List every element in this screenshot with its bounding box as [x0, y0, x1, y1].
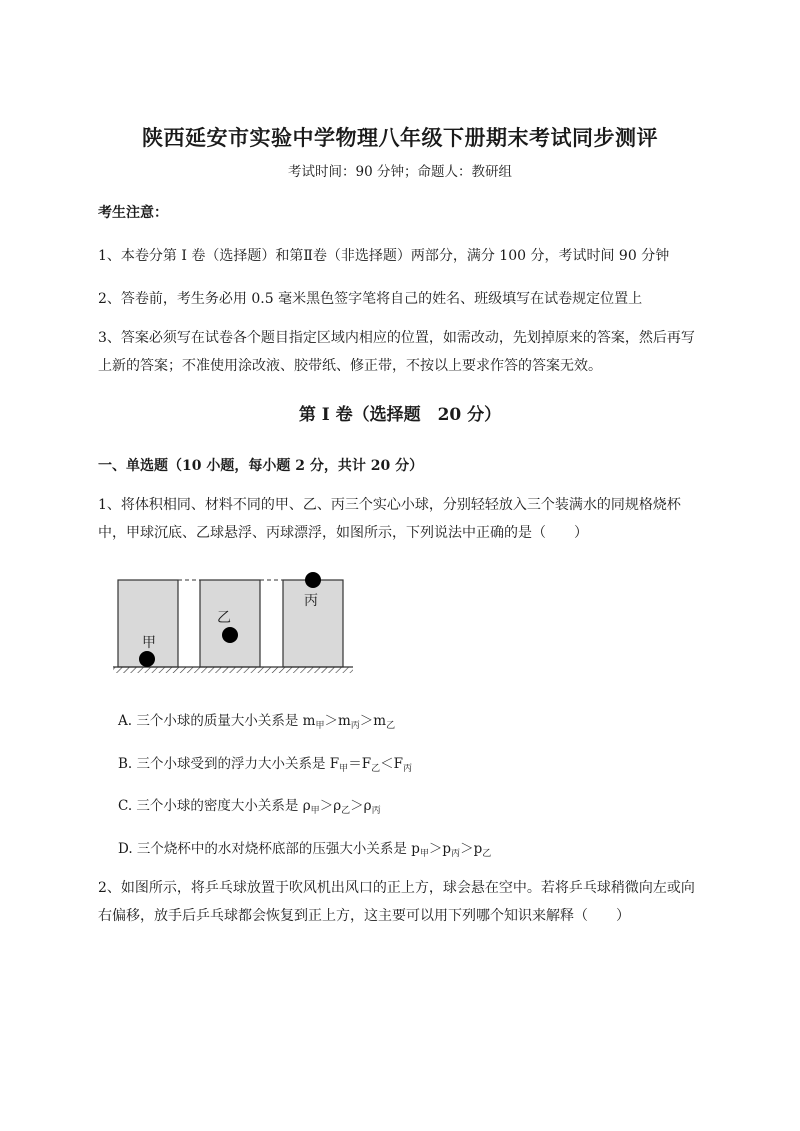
- ball-bing: [305, 572, 321, 588]
- question-1-figure: [113, 570, 353, 682]
- question-1-option-a[interactable]: A. 三个小球的质量大小关系是 $m_甲>m_丙>m_乙$: [118, 713, 396, 731]
- label-jia: 甲: [142, 635, 156, 651]
- exam-info: 考试时间：90 分钟；命题人：教研组: [288, 164, 512, 180]
- ball-jia: [139, 651, 155, 667]
- question-1-option-c[interactable]: C. 三个小球的密度大小关系是 $\rho_甲>\rho_乙>\rho_丙$: [118, 798, 381, 816]
- label-bing: 丙: [304, 593, 318, 609]
- notice-item-3: 3、答案必须写在试卷各个题目指定区域内相应的位置，如需改动，先划掉原来的答案，然后再写上新的答案；不准使用涂改液、胶带纸、修正带，不按以上要求作答的答案无效。: [98, 330, 695, 374]
- question-1-stem: 1、将体积相同、材料不同的甲、乙、丙三个实心小球，分别轻轻放入三个装满水的同规格烧杯中，甲球沉底、乙球悬浮、丙球漂浮，如图所示，下列说法中正确的是（ ）: [98, 497, 681, 541]
- notice-heading: 考生注意：: [98, 205, 168, 221]
- label-yi: 乙: [217, 610, 231, 626]
- beakers-diagram: [113, 570, 353, 678]
- ball-yi: [222, 627, 238, 643]
- question-2-stem: 2、如图所示，将乒乓球放置于吹风机出风口的正上方，球会悬在空中。若将乒乓球稍微向左或向右偏移，放手后乒乓球都会恢复到正上方，这主要可以用下列哪个知识来解释（ ）: [98, 880, 695, 924]
- section-title: 第 I 卷（选择题 20 分）: [298, 405, 502, 425]
- question-1-option-d[interactable]: D. 三个烧杯中的水对烧杯底部的压强大小关系是 $p_甲>p_丙>p_乙$: [118, 841, 492, 859]
- notice-item-2: 2、答卷前，考生务必用 0.5 毫米黑色签字笔将自己的姓名、班级填写在试卷规定位置上: [98, 291, 643, 307]
- question-1-option-b[interactable]: B. 三个小球受到的浮力大小关系是 $F_甲=F_乙<F_丙$: [118, 756, 412, 774]
- page-title: 陕西延安市实验中学物理八年级下册期末考试同步测评: [142, 125, 658, 150]
- ground: [113, 667, 353, 673]
- part-heading: 一、单选题（10 小题，每小题 2 分，共计 20 分）: [98, 458, 424, 474]
- notice-item-1: 1、本卷分第 I 卷（选择题）和第Ⅱ卷（非选择题）两部分，满分 100 分，考试时间 90 分钟: [98, 248, 670, 264]
